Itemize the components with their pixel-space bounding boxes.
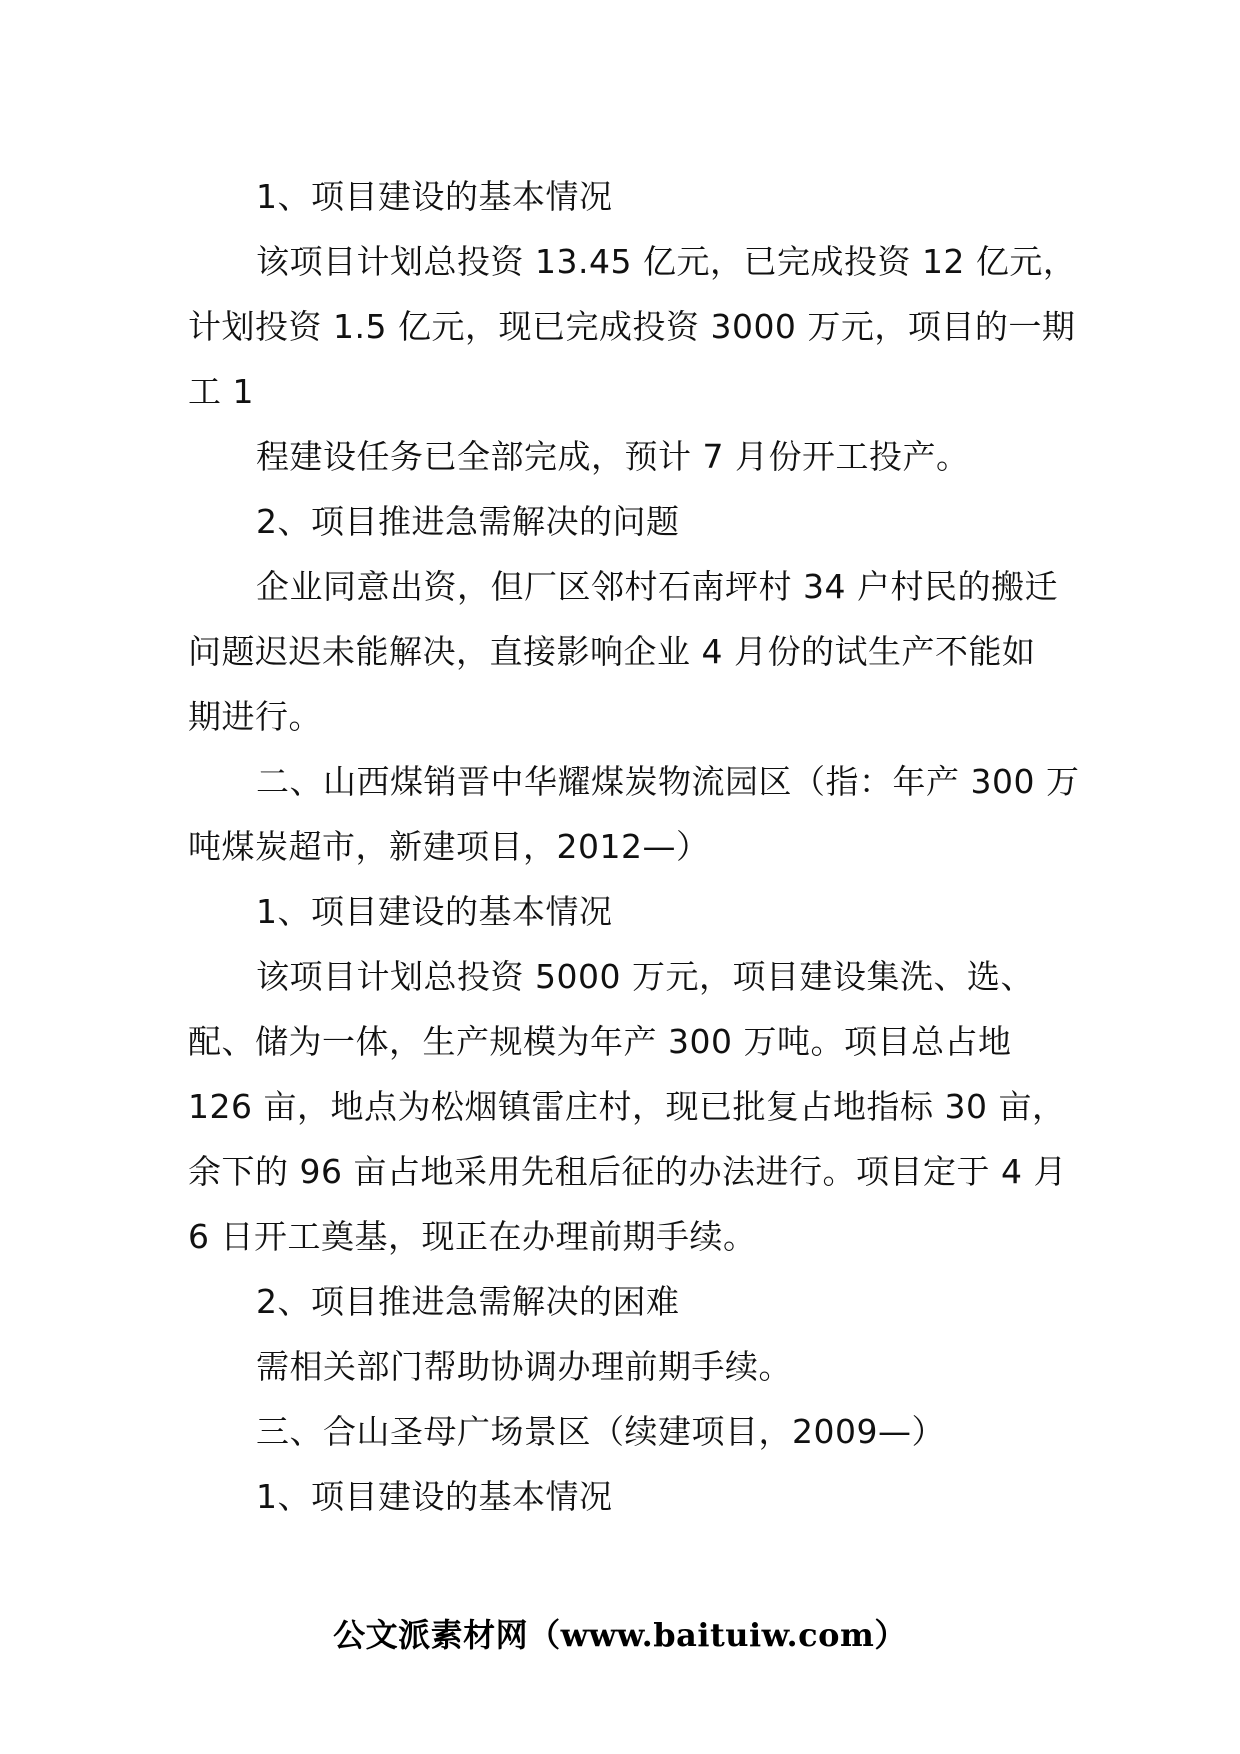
paragraph-line: 126 亩，地点为松烟镇雷庄村，现已批复占地指标 30 亩， <box>188 1087 1066 1126</box>
paragraph-line: 1、项目建设的基本情况 <box>256 177 613 216</box>
document-body <box>188 164 1080 1529</box>
paragraph-line: 余下的 96 亩占地采用先租后征的办法进行。项目定于 4 月 <box>188 1152 1067 1191</box>
footer-watermark: 公文派素材网（www.baituiw.com） <box>333 1616 907 1654</box>
paragraph-line: 计划投资 1.5 亿元，现已完成投资 3000 万元，项目的一期 <box>188 307 1076 346</box>
paragraph-line: 二、山西煤销晋中华耀煤炭物流园区（指：年产 300 万 <box>256 762 1080 801</box>
paragraph-line: 1、项目建设的基本情况 <box>256 892 613 931</box>
paragraph-line: 2、项目推进急需解决的问题 <box>256 502 680 541</box>
paragraph-line: 配、储为一体，生产规模为年产 300 万吨。项目总占地 <box>188 1022 1012 1061</box>
paragraph-line: 企业同意出资，但厂区邻村石南坪村 34 户村民的搬迁 <box>256 567 1058 606</box>
paragraph-line: 三、合山圣母广场景区（续建项目，2009—） <box>256 1412 945 1451</box>
paragraph-line: 1、项目建设的基本情况 <box>256 1477 613 1516</box>
paragraph-line: 该项目计划总投资 13.45 亿元，已完成投资 12 亿元， <box>256 242 1077 281</box>
paragraph-line: 6 日开工奠基，现正在办理前期手续。 <box>188 1217 757 1256</box>
paragraph-line: 工 1 <box>188 372 254 411</box>
paragraph-line: 期进行。 <box>188 697 322 736</box>
paragraph-line: 程建设任务已全部完成，预计 7 月份开工投产。 <box>256 437 970 476</box>
paragraph-line: 2、项目推进急需解决的困难 <box>256 1282 680 1321</box>
paragraph-line: 该项目计划总投资 5000 万元，项目建设集洗、选、 <box>256 957 1034 996</box>
paragraph-line: 需相关部门帮助协调办理前期手续。 <box>256 1347 792 1386</box>
paragraph-line: 问题迟迟未能解决，直接影响企业 4 月份的试生产不能如 <box>188 632 1036 671</box>
paragraph-line: 吨煤炭超市，新建项目，2012—） <box>188 827 710 866</box>
